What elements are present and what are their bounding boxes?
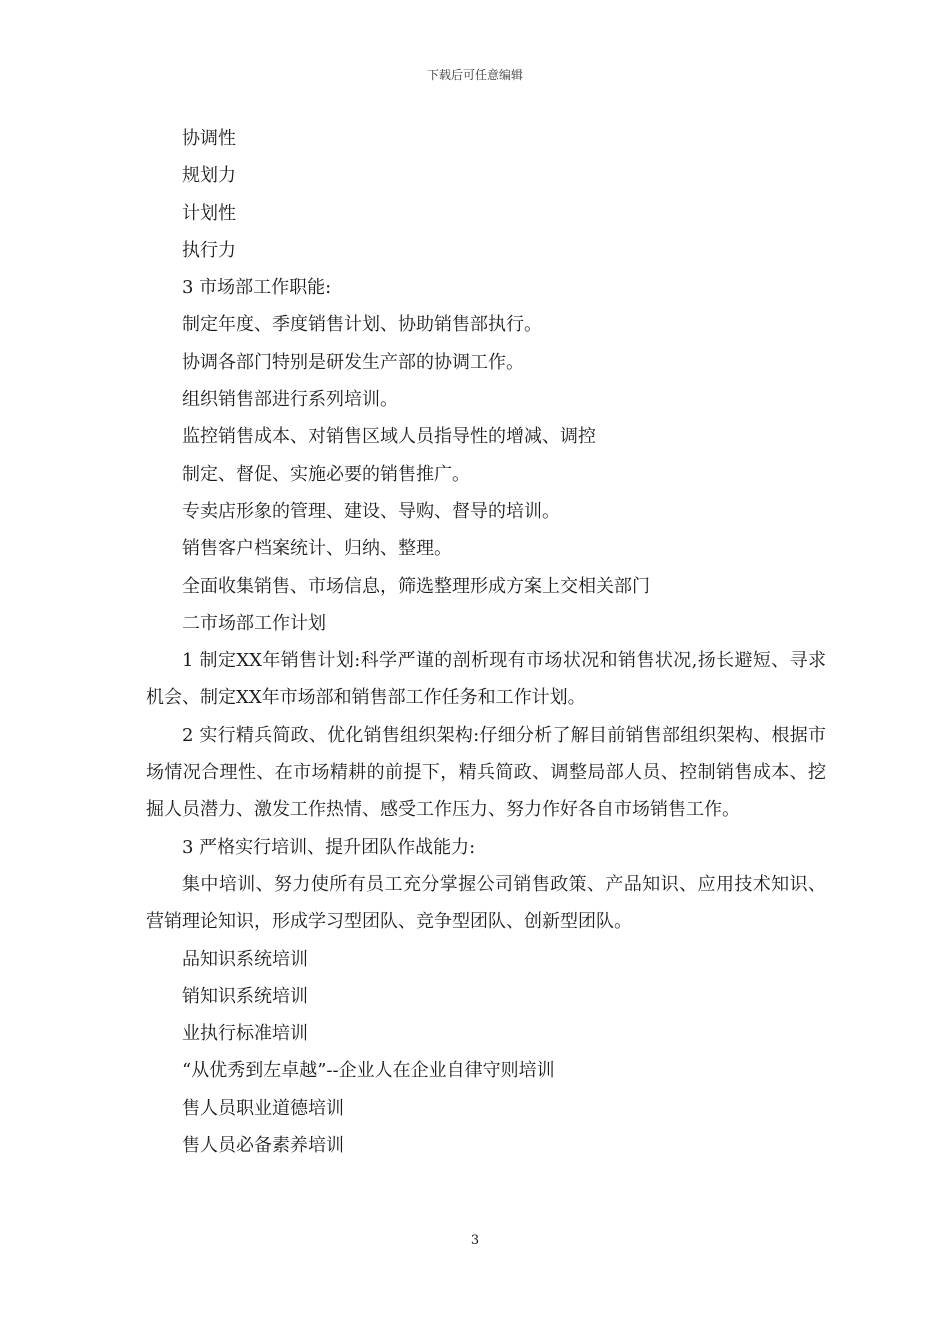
list-item: 品知识系统培训 <box>182 948 308 970</box>
list-item: 制定年度、季度销售计划、协助销售部执行。 <box>182 314 542 336</box>
page-number: 3 <box>470 1233 480 1248</box>
list-item: 监控销售成本、对销售区域人员指导性的增减、调控 <box>182 426 596 448</box>
list-item: 协调性 <box>182 128 236 149</box>
paragraph: 集中培训、努力使所有员工充分掌握公司销售政策、产品知识、应用技术知识、营销理论知识，形成学习型团队、竞争型团队、创新型团队。 <box>146 873 826 933</box>
list-item: 规划力 <box>182 165 236 187</box>
list-item: 制定、督促、实施必要的销售推广。 <box>182 463 470 485</box>
list-item: 业执行标准培训 <box>182 1023 308 1045</box>
section-heading: 二市场部工作计划 <box>182 612 326 634</box>
page-header: 下载后可任意编辑 <box>426 68 523 82</box>
paragraph: 2 实行精兵简政、优化销售组织架构:仔细分析了解目前销售部组织架构、根据市场情况合理性、在市场精耕的前提下，精兵简政、调整局部人员、控制销售成本、挖掘人员潜力、激发工作热情、感受工作压力、努力作好各自市场销售工作。 <box>146 724 826 821</box>
list-item: 全面收集销售、市场信息，筛选整理形成方案上交相关部门 <box>182 575 650 597</box>
list-item: 执行力 <box>182 239 236 261</box>
list-item: 售人员必备素养培训 <box>182 1135 344 1157</box>
list-item: 协调各部门特别是研发生产部的协调工作。 <box>182 351 524 373</box>
list-item: 组织销售部进行系列培训。 <box>182 389 398 411</box>
list-item: 计划性 <box>182 202 236 224</box>
list-item: 售人员职业道德培训 <box>182 1097 344 1119</box>
list-item: “从优秀到左卓越”--企业人在企业自律守则培训 <box>182 1060 555 1082</box>
document-body <box>146 120 826 1164</box>
paragraph: 1 制定XX年销售计划:科学严谨的剖析现有市场状况和销售状况,扬长避短、寻求机会、制定XX年市场部和销售部工作任务和工作计划。 <box>146 650 826 709</box>
list-item: 销售客户档案统计、归纳、整理。 <box>182 538 452 560</box>
paragraph: 3 严格实行培训、提升团队作战能力: <box>182 836 476 858</box>
section-heading: 3 市场部工作职能: <box>182 277 332 299</box>
list-item: 专卖店形象的管理、建设、导购、督导的培训。 <box>182 500 560 522</box>
list-item: 销知识系统培训 <box>182 985 308 1007</box>
